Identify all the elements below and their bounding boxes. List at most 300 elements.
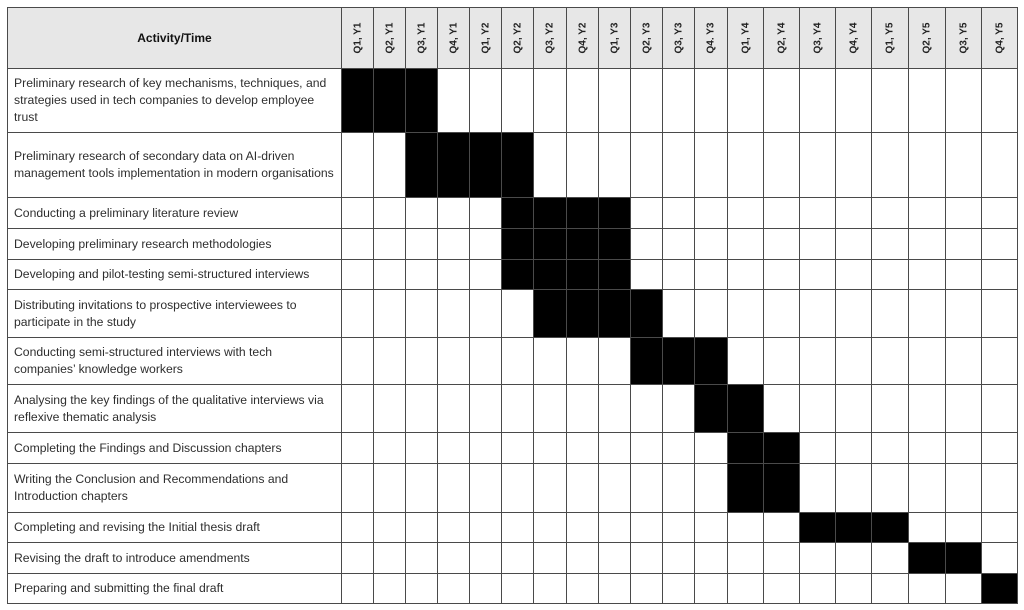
table-row (8, 338, 1018, 385)
quarter-label: Q1, Y3 (609, 22, 620, 54)
timeline-cell-empty (764, 229, 800, 260)
gantt-chart-table (7, 7, 1018, 604)
timeline-cell-empty (534, 338, 567, 385)
timeline-cell-filled (599, 260, 631, 290)
timeline-cell-filled (631, 338, 663, 385)
timeline-cell-empty (836, 198, 872, 229)
timeline-cell-empty (946, 574, 982, 604)
timeline-cell-empty (695, 513, 728, 543)
quarter-header (599, 8, 631, 69)
timeline-cell-empty (631, 260, 663, 290)
activity-label: Revising the draft to introduce amendments (8, 543, 342, 574)
timeline-cell-empty (502, 338, 534, 385)
timeline-cell-empty (695, 260, 728, 290)
timeline-cell-empty (470, 543, 502, 574)
timeline-cell-empty (502, 464, 534, 513)
timeline-cell-empty (909, 69, 946, 133)
timeline-cell-empty (663, 433, 695, 464)
timeline-cell-empty (909, 290, 946, 338)
timeline-cell-filled (534, 198, 567, 229)
timeline-cell-empty (438, 260, 470, 290)
timeline-cell-empty (764, 198, 800, 229)
timeline-cell-empty (764, 290, 800, 338)
timeline-cell-empty (800, 133, 836, 198)
quarter-header (663, 8, 695, 69)
timeline-cell-empty (872, 385, 909, 433)
quarter-label: Q2, Y2 (512, 22, 523, 54)
timeline-cell-empty (374, 513, 406, 543)
timeline-cell-empty (836, 69, 872, 133)
timeline-cell-filled (599, 290, 631, 338)
timeline-cell-empty (374, 433, 406, 464)
timeline-cell-empty (374, 290, 406, 338)
timeline-cell-empty (982, 385, 1018, 433)
timeline-cell-filled (567, 290, 599, 338)
timeline-cell-empty (534, 385, 567, 433)
timeline-cell-empty (909, 260, 946, 290)
timeline-cell-empty (909, 513, 946, 543)
timeline-cell-empty (470, 229, 502, 260)
timeline-cell-empty (946, 385, 982, 433)
timeline-cell-empty (836, 338, 872, 385)
timeline-cell-empty (836, 260, 872, 290)
timeline-cell-empty (909, 338, 946, 385)
activity-label: Developing preliminary research methodologies (8, 229, 342, 260)
timeline-cell-empty (663, 385, 695, 433)
table-row (8, 513, 1018, 543)
timeline-cell-empty (695, 464, 728, 513)
timeline-cell-empty (567, 69, 599, 133)
quarter-label: Q4, Y5 (994, 22, 1005, 54)
timeline-cell-empty (406, 513, 438, 543)
timeline-cell-empty (406, 543, 438, 574)
timeline-cell-empty (631, 574, 663, 604)
timeline-cell-empty (470, 69, 502, 133)
timeline-cell-empty (982, 69, 1018, 133)
timeline-cell-empty (631, 198, 663, 229)
timeline-cell-empty (406, 290, 438, 338)
timeline-cell-empty (909, 385, 946, 433)
timeline-cell-empty (438, 574, 470, 604)
timeline-cell-empty (982, 260, 1018, 290)
timeline-cell-empty (599, 464, 631, 513)
timeline-cell-empty (567, 574, 599, 604)
timeline-cell-empty (631, 229, 663, 260)
timeline-cell-empty (438, 69, 470, 133)
timeline-cell-empty (663, 290, 695, 338)
timeline-cell-empty (728, 133, 764, 198)
timeline-cell-empty (695, 229, 728, 260)
quarter-header (567, 8, 599, 69)
timeline-cell-empty (695, 69, 728, 133)
timeline-cell-empty (406, 385, 438, 433)
timeline-cell-empty (872, 543, 909, 574)
timeline-cell-empty (502, 385, 534, 433)
quarter-label: Q1, Y4 (740, 22, 751, 54)
timeline-cell-empty (631, 543, 663, 574)
table-row (8, 385, 1018, 433)
quarter-label: Q1, Y5 (884, 22, 896, 54)
timeline-cell-empty (728, 229, 764, 260)
timeline-cell-empty (470, 260, 502, 290)
timeline-cell-empty (836, 290, 872, 338)
timeline-cell-empty (342, 574, 374, 604)
timeline-cell-empty (631, 513, 663, 543)
timeline-cell-empty (800, 574, 836, 604)
table-row (8, 543, 1018, 574)
timeline-cell-empty (567, 513, 599, 543)
timeline-cell-empty (872, 433, 909, 464)
timeline-cell-empty (599, 69, 631, 133)
timeline-cell-filled (406, 69, 438, 133)
timeline-cell-empty (438, 229, 470, 260)
timeline-cell-empty (695, 543, 728, 574)
quarter-header (374, 8, 406, 69)
table-row (8, 198, 1018, 229)
quarter-header (872, 8, 909, 69)
timeline-cell-filled (534, 260, 567, 290)
timeline-cell-empty (374, 229, 406, 260)
timeline-cell-empty (470, 574, 502, 604)
timeline-cell-empty (872, 69, 909, 133)
quarter-label: Q2, Y3 (641, 22, 652, 54)
timeline-cell-empty (342, 198, 374, 229)
activity-label: Preparing and submitting the final draft (8, 574, 342, 604)
timeline-cell-empty (406, 338, 438, 385)
timeline-cell-empty (342, 133, 374, 198)
quarter-label: Q3, Y4 (812, 22, 823, 54)
timeline-cell-empty (800, 385, 836, 433)
timeline-cell-empty (534, 464, 567, 513)
timeline-cell-empty (470, 198, 502, 229)
timeline-cell-filled (567, 198, 599, 229)
timeline-cell-empty (342, 464, 374, 513)
timeline-cell-empty (836, 574, 872, 604)
quarter-header (800, 8, 836, 69)
timeline-cell-filled (631, 290, 663, 338)
timeline-cell-filled (470, 133, 502, 198)
timeline-cell-empty (470, 513, 502, 543)
timeline-cell-empty (663, 513, 695, 543)
activity-time-header: Activity/Time (8, 8, 342, 69)
quarter-label: Q4, Y2 (577, 22, 588, 54)
quarter-header (909, 8, 946, 69)
quarter-header (836, 8, 872, 69)
timeline-cell-empty (406, 260, 438, 290)
quarter-header (728, 8, 764, 69)
timeline-cell-empty (800, 543, 836, 574)
timeline-cell-empty (342, 260, 374, 290)
timeline-cell-empty (872, 464, 909, 513)
timeline-cell-empty (764, 385, 800, 433)
timeline-cell-empty (872, 574, 909, 604)
timeline-cell-empty (470, 338, 502, 385)
timeline-cell-filled (728, 385, 764, 433)
timeline-cell-empty (406, 229, 438, 260)
quarter-header (406, 8, 438, 69)
timeline-cell-empty (872, 338, 909, 385)
timeline-cell-empty (534, 513, 567, 543)
timeline-cell-empty (946, 229, 982, 260)
timeline-cell-empty (663, 133, 695, 198)
activity-label: Completing the Findings and Discussion chapters (8, 433, 342, 464)
timeline-cell-empty (534, 133, 567, 198)
timeline-cell-empty (872, 229, 909, 260)
timeline-cell-empty (599, 338, 631, 385)
activity-label: Analysing the key findings of the qualitative interviews via reflexive thematic analysis (8, 385, 342, 433)
timeline-cell-empty (728, 338, 764, 385)
timeline-cell-empty (800, 229, 836, 260)
timeline-cell-filled (836, 513, 872, 543)
timeline-cell-empty (909, 433, 946, 464)
timeline-cell-filled (728, 433, 764, 464)
timeline-cell-empty (502, 433, 534, 464)
timeline-cell-empty (534, 69, 567, 133)
activity-label: Developing and pilot-testing semi-structured interviews (8, 260, 342, 290)
timeline-cell-empty (982, 133, 1018, 198)
timeline-cell-empty (982, 198, 1018, 229)
timeline-cell-empty (599, 543, 631, 574)
timeline-cell-empty (982, 338, 1018, 385)
timeline-cell-empty (800, 433, 836, 464)
timeline-cell-filled (982, 574, 1018, 604)
timeline-cell-empty (567, 433, 599, 464)
quarter-label: Q2, Y4 (776, 22, 787, 54)
timeline-cell-filled (946, 543, 982, 574)
quarter-label: Q2, Y5 (921, 22, 933, 54)
timeline-cell-empty (663, 69, 695, 133)
timeline-cell-empty (599, 513, 631, 543)
timeline-cell-empty (982, 433, 1018, 464)
activity-label: Writing the Conclusion and Recommendations and Introduction chapters (8, 464, 342, 513)
timeline-cell-empty (982, 229, 1018, 260)
timeline-cell-empty (342, 338, 374, 385)
timeline-cell-empty (764, 574, 800, 604)
timeline-cell-empty (631, 69, 663, 133)
quarter-header (438, 8, 470, 69)
quarter-header (534, 8, 567, 69)
timeline-cell-empty (764, 69, 800, 133)
timeline-cell-empty (502, 574, 534, 604)
timeline-cell-empty (982, 464, 1018, 513)
timeline-cell-empty (631, 385, 663, 433)
timeline-cell-empty (374, 385, 406, 433)
timeline-cell-empty (406, 198, 438, 229)
timeline-cell-empty (374, 198, 406, 229)
table-row (8, 229, 1018, 260)
timeline-cell-empty (567, 338, 599, 385)
timeline-cell-empty (836, 133, 872, 198)
timeline-cell-empty (342, 290, 374, 338)
quarter-label: Q3, Y1 (416, 22, 427, 54)
timeline-cell-empty (502, 543, 534, 574)
table-row (8, 133, 1018, 198)
timeline-cell-filled (534, 229, 567, 260)
timeline-cell-empty (663, 464, 695, 513)
timeline-cell-empty (599, 385, 631, 433)
timeline-cell-empty (800, 464, 836, 513)
timeline-cell-empty (663, 543, 695, 574)
timeline-cell-empty (800, 198, 836, 229)
timeline-cell-empty (946, 198, 982, 229)
quarter-header (502, 8, 534, 69)
table-row (8, 574, 1018, 604)
activity-label: Preliminary research of secondary data on AI-driven management tools implementation in modern organisations (8, 133, 342, 198)
timeline-cell-empty (872, 290, 909, 338)
timeline-cell-empty (342, 543, 374, 574)
quarter-label: Q2, Y1 (384, 22, 395, 54)
timeline-cell-empty (764, 338, 800, 385)
quarter-label: Q3, Y3 (673, 22, 684, 54)
timeline-cell-empty (438, 338, 470, 385)
table-row (8, 433, 1018, 464)
timeline-cell-empty (599, 433, 631, 464)
quarter-header (982, 8, 1018, 69)
activity-label: Distributing invitations to prospective interviewees to participate in the study (8, 290, 342, 338)
timeline-cell-empty (631, 433, 663, 464)
timeline-cell-empty (800, 338, 836, 385)
quarter-label: Q4, Y4 (848, 22, 859, 54)
timeline-cell-empty (946, 464, 982, 513)
timeline-cell-empty (470, 385, 502, 433)
timeline-cell-empty (374, 133, 406, 198)
timeline-cell-filled (599, 198, 631, 229)
timeline-cell-empty (872, 133, 909, 198)
timeline-cell-empty (909, 464, 946, 513)
timeline-cell-empty (631, 464, 663, 513)
timeline-cell-empty (663, 198, 695, 229)
timeline-cell-filled (502, 260, 534, 290)
timeline-cell-empty (872, 198, 909, 229)
timeline-cell-empty (728, 290, 764, 338)
table-row (8, 260, 1018, 290)
header-row (8, 8, 1018, 69)
timeline-cell-empty (695, 198, 728, 229)
timeline-cell-filled (599, 229, 631, 260)
timeline-cell-empty (946, 433, 982, 464)
timeline-cell-empty (342, 385, 374, 433)
timeline-cell-empty (982, 543, 1018, 574)
timeline-cell-empty (872, 260, 909, 290)
timeline-cell-empty (982, 290, 1018, 338)
timeline-cell-filled (800, 513, 836, 543)
timeline-cell-empty (695, 133, 728, 198)
timeline-cell-empty (728, 198, 764, 229)
quarter-label: Q3, Y5 (958, 22, 969, 54)
timeline-cell-filled (567, 260, 599, 290)
timeline-cell-filled (502, 198, 534, 229)
quarter-header (946, 8, 982, 69)
timeline-cell-empty (836, 433, 872, 464)
timeline-cell-empty (909, 133, 946, 198)
timeline-cell-empty (406, 574, 438, 604)
timeline-cell-empty (438, 385, 470, 433)
timeline-cell-empty (982, 513, 1018, 543)
activity-label: Conducting semi-structured interviews with tech companies’ knowledge workers (8, 338, 342, 385)
timeline-cell-empty (946, 338, 982, 385)
timeline-cell-empty (728, 260, 764, 290)
timeline-cell-empty (438, 543, 470, 574)
timeline-cell-empty (909, 229, 946, 260)
quarter-label: Q3, Y2 (544, 22, 556, 54)
timeline-cell-filled (502, 133, 534, 198)
timeline-cell-empty (406, 464, 438, 513)
timeline-cell-empty (695, 574, 728, 604)
timeline-cell-filled (406, 133, 438, 198)
timeline-cell-empty (342, 229, 374, 260)
timeline-cell-empty (374, 338, 406, 385)
table-row (8, 464, 1018, 513)
timeline-cell-empty (470, 290, 502, 338)
timeline-cell-empty (800, 260, 836, 290)
timeline-cell-empty (599, 574, 631, 604)
timeline-cell-empty (728, 574, 764, 604)
timeline-cell-empty (946, 290, 982, 338)
timeline-cell-empty (695, 290, 728, 338)
timeline-cell-empty (909, 574, 946, 604)
timeline-cell-empty (470, 433, 502, 464)
timeline-cell-empty (502, 513, 534, 543)
quarter-header (631, 8, 663, 69)
timeline-cell-empty (374, 543, 406, 574)
timeline-cell-empty (567, 385, 599, 433)
timeline-cell-empty (695, 433, 728, 464)
timeline-cell-filled (728, 464, 764, 513)
timeline-cell-empty (764, 260, 800, 290)
timeline-cell-filled (342, 69, 374, 133)
timeline-cell-empty (631, 133, 663, 198)
timeline-cell-empty (946, 133, 982, 198)
timeline-cell-empty (836, 385, 872, 433)
timeline-cell-empty (470, 464, 502, 513)
timeline-cell-empty (764, 513, 800, 543)
timeline-cell-empty (374, 260, 406, 290)
activity-label: Preliminary research of key mechanisms, techniques, and strategies used in tech companies to develop employee trust (8, 69, 342, 133)
timeline-cell-empty (502, 69, 534, 133)
timeline-cell-empty (946, 260, 982, 290)
timeline-cell-empty (342, 513, 374, 543)
timeline-cell-empty (502, 290, 534, 338)
timeline-cell-empty (534, 433, 567, 464)
timeline-cell-empty (764, 543, 800, 574)
timeline-cell-filled (438, 133, 470, 198)
activity-label: Completing and revising the Initial thesis draft (8, 513, 342, 543)
timeline-cell-empty (438, 433, 470, 464)
timeline-cell-filled (764, 433, 800, 464)
timeline-cell-empty (946, 513, 982, 543)
timeline-cell-filled (909, 543, 946, 574)
timeline-cell-empty (599, 133, 631, 198)
timeline-cell-empty (909, 198, 946, 229)
timeline-cell-filled (663, 338, 695, 385)
timeline-cell-empty (406, 433, 438, 464)
timeline-cell-filled (567, 229, 599, 260)
timeline-cell-empty (728, 513, 764, 543)
timeline-cell-filled (534, 290, 567, 338)
timeline-cell-filled (764, 464, 800, 513)
timeline-cell-empty (728, 543, 764, 574)
timeline-cell-empty (836, 229, 872, 260)
timeline-cell-empty (663, 260, 695, 290)
timeline-cell-filled (502, 229, 534, 260)
timeline-cell-filled (872, 513, 909, 543)
timeline-cell-empty (534, 574, 567, 604)
timeline-cell-empty (946, 69, 982, 133)
timeline-cell-empty (800, 290, 836, 338)
quarter-label: Q4, Y1 (448, 22, 459, 54)
quarter-header (764, 8, 800, 69)
timeline-cell-empty (438, 198, 470, 229)
